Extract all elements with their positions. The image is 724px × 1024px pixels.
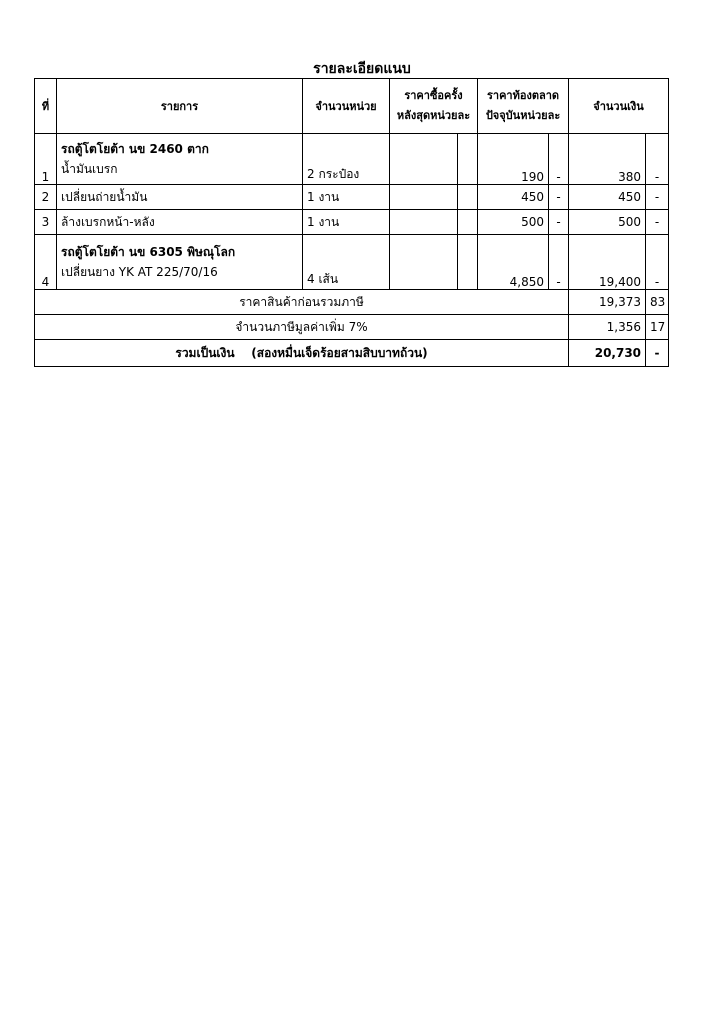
row-amount: 380 <box>569 134 646 185</box>
total-label: รวมเป็นเงิน (สองหมื่นเจ็ดร้อยสามสิบบาทถ้วน) <box>35 340 569 367</box>
row-item: เปลี่ยนถ่ายน้ำมัน <box>57 185 303 210</box>
row-amount-dec: - <box>646 185 669 210</box>
row-amount-dec: - <box>646 210 669 235</box>
row-market-price: 190 <box>478 134 549 185</box>
row-last-price-dec <box>458 235 478 290</box>
row-no: 1 <box>35 134 57 185</box>
pretax-label: ราคาสินค้าก่อนรวมภาษี <box>35 290 569 315</box>
vat-label: จำนวนภาษีมูลค่าเพิ่ม 7% <box>35 315 569 340</box>
row-last-price <box>390 210 458 235</box>
row-market-price-dec: - <box>549 185 569 210</box>
row-last-price-dec <box>458 185 478 210</box>
total-value: 20,730 <box>569 340 646 367</box>
row-market-price-dec: - <box>549 210 569 235</box>
header-market-price-line2: ปัจจุบันหน่วยละ <box>485 109 561 122</box>
table-row <box>35 134 669 185</box>
row-item: ล้างเบรกหน้า-หลัง <box>57 210 303 235</box>
header-last-price <box>390 79 478 134</box>
row-market-price: 500 <box>478 210 549 235</box>
row-item <box>57 235 303 290</box>
vehicle-group-label: รถตู้โตโยต้า นข 6305 พิษณุโลก <box>61 245 236 259</box>
row-amount: 19,400 <box>569 235 646 290</box>
row-last-price-dec <box>458 134 478 185</box>
header-qty: จำนวนหน่วย <box>303 79 390 134</box>
item-name: เปลี่ยนยาง YK AT 225/70/16 <box>61 265 218 279</box>
table-row <box>35 235 669 290</box>
header-last-price-line1: ราคาซื้อครั้ง <box>404 89 463 102</box>
row-no: 3 <box>35 210 57 235</box>
total-dec: - <box>646 340 669 367</box>
row-last-price-dec <box>458 210 478 235</box>
header-item: รายการ <box>57 79 303 134</box>
row-last-price <box>390 134 458 185</box>
header-no: ที่ <box>35 79 57 134</box>
row-amount-dec: - <box>646 235 669 290</box>
row-market-price: 4,850 <box>478 235 549 290</box>
pretax-value: 19,373 <box>569 290 646 315</box>
header-market-price <box>478 79 569 134</box>
row-last-price <box>390 185 458 210</box>
row-amount: 450 <box>569 185 646 210</box>
row-item <box>57 134 303 185</box>
row-no: 2 <box>35 185 57 210</box>
row-qty: 1 งาน <box>303 210 390 235</box>
row-amount-dec: - <box>646 134 669 185</box>
row-qty: 1 งาน <box>303 185 390 210</box>
row-qty: 4 เส้น <box>303 235 390 290</box>
row-no: 4 <box>35 235 57 290</box>
row-qty: 2 กระป๋อง <box>303 134 390 185</box>
row-market-price: 450 <box>478 185 549 210</box>
vat-value: 1,356 <box>569 315 646 340</box>
item-name: น้ำมันเบรก <box>61 162 118 176</box>
header-last-price-line2: หลังสุดหน่วยละ <box>396 109 471 122</box>
header-row <box>35 79 669 134</box>
table-row <box>35 210 669 235</box>
row-market-price-dec: - <box>549 235 569 290</box>
header-market-price-line1: ราคาท้องตลาด <box>486 89 560 102</box>
document-title: รายละเอียดแนบ <box>313 61 411 77</box>
details-table <box>34 78 669 367</box>
row-market-price-dec: - <box>549 134 569 185</box>
header-amount: จำนวนเงิน <box>569 79 669 134</box>
pretax-row <box>35 290 669 315</box>
row-last-price <box>390 235 458 290</box>
row-amount: 500 <box>569 210 646 235</box>
pretax-dec: 83 <box>646 290 669 315</box>
vat-row <box>35 315 669 340</box>
vat-dec: 17 <box>646 315 669 340</box>
vehicle-group-label: รถตู้โตโยต้า นข 2460 ตาก <box>61 142 209 156</box>
table-row <box>35 185 669 210</box>
total-row <box>35 340 669 367</box>
